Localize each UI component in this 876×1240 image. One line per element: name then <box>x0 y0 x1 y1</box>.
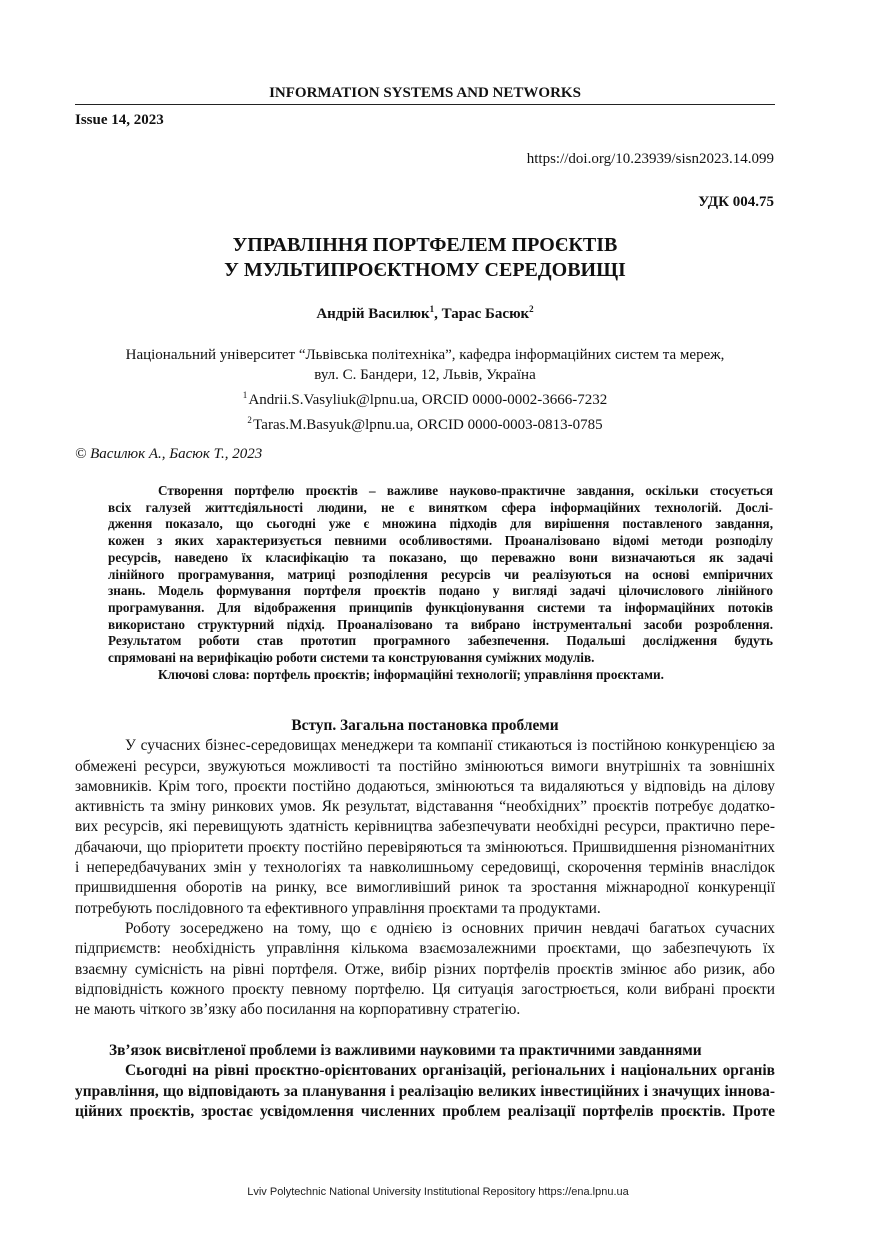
text-line: дбачаючи, що пріоритети проєкту постійно перевіряються та змінюються. Пришвидшення різноманітних <box>75 838 775 856</box>
section-heading: Вступ. Загальна постановка проблеми <box>291 717 559 734</box>
text-line: лінійного програмування, матриці розподілення ресурсів чи реалізуються на основі емпіричних <box>108 566 773 582</box>
text-line: обмежені ресурси, звужуються можливості та постійно змінюються вимоги внутрішніх та зовнішніх <box>75 757 775 775</box>
author-contact <box>75 410 775 435</box>
text-line: знань. Модель формування портфеля проєктів подано у вигляді задачі цілочислового лінійного <box>108 583 773 599</box>
text-line: не мають чіткого зв’язку або посилання на корпоративну стратегію. <box>75 1001 521 1019</box>
author-sup: 1 <box>429 304 435 314</box>
text-line: дження показало, що сьогодні уже є множина підходів для вирішення поставленого завдання, <box>108 516 773 532</box>
text-line: всіх галузей життєдіяльності людини, не є винятком сфера інформаційних технологій. Дослі- <box>108 499 773 515</box>
issue-label: Issue 14, 2023 <box>75 112 164 128</box>
affiliation <box>75 345 775 435</box>
paragraph <box>75 919 775 1020</box>
text-line: і непередбачуваних змін у технологіях та навколишньому середовищі, скорочення термінів внаслідок <box>75 859 775 877</box>
keywords: Ключові слова: портфель проєктів; інформаційні технології; управління проєктами. <box>158 666 664 682</box>
text-line: замовників. Крім того, проєкти постійно додаються, змінюються та видаляються у відповідь на ділову <box>75 777 775 795</box>
contact-sup: 1 <box>242 390 248 400</box>
contact-sup: 2 <box>247 415 252 425</box>
author-contact <box>75 385 775 410</box>
contact-email[interactable]: Andrii.S.Vasyliuk@lpnu.ua, ORCID 0000-0002-3666-7232 <box>248 392 608 408</box>
text-line: відповідність кожного проєкту певному портфелю. Ця ситуація загострюється, коли вибрані проєкти <box>75 980 775 998</box>
authors <box>75 304 775 323</box>
copyright: © Василюк А., Басюк Т., 2023 <box>75 446 263 462</box>
text-line: підприємств: необхідність управління кількома взаємозалежними проєктами, що забезпечують їх <box>75 940 775 958</box>
contact-email[interactable]: Taras.M.Basyuk@lpnu.ua, ORCID 0000-0003-0813-0785 <box>253 417 603 433</box>
paragraph <box>75 1061 775 1122</box>
text-line: спрямовані на верифікацію роботи системи та конструювання суміжних модулів. <box>108 650 595 666</box>
affiliation-line: Національний університет “Львівська політехніка”, кафедра інформаційних систем та мереж, <box>125 347 725 363</box>
title-line: У МУЛЬТИПРОЄКТНОМУ СЕРЕДОВИЩІ <box>224 259 626 281</box>
affiliation-line: вул. С. Бандери, 12, Львів, Україна <box>314 367 536 383</box>
paper-title <box>75 233 775 283</box>
paragraph <box>108 483 773 667</box>
text-line: кожен з яких характеризується певними особливостями. Проаналізовано відомі методи розподілу <box>108 533 773 549</box>
text-line: Результатом роботи став прототип програмного забезпечення. Подальші дослідження будуть <box>108 633 773 649</box>
text-line: Роботу зосереджено на тому, що є однією із основних причин невдачі багатьох сучасних <box>125 919 775 937</box>
udc-code: УДК 004.75 <box>698 194 774 210</box>
text-line: використано структурний підхід. Проаналізовано та вибрано інструментальні засоби розроблення. <box>108 616 773 632</box>
paragraph <box>75 736 775 919</box>
text-line: вих ресурсів, які перевищують здатність керівництва забезпечувати необхідні ресурси, практично пере- <box>75 818 775 836</box>
text-line: активність та зміну ринкових умов. Як результат, відставання “необхідних” проєктів потребує додатко- <box>75 798 775 816</box>
title-line: УПРАВЛІННЯ ПОРТФЕЛЕМ ПРОЄКТІВ <box>232 234 618 256</box>
text-line: ційних проєктів, зростає усвідомлення численних проблем реалізації портфелів проєктів. Проте <box>75 1102 775 1120</box>
author-name: Тарас Басюк <box>441 306 530 322</box>
text-line: Створення портфелю проєктів – важливе науково-практичне завдання, оскільки стосується <box>158 483 773 498</box>
header-rule <box>75 104 775 105</box>
author-sup: 2 <box>529 304 534 314</box>
text-line: управління, що відповідають за планування і реалізацію великих інвестиційних і значущих іннова- <box>75 1082 775 1100</box>
author-name: Андрій Василюк <box>316 306 430 322</box>
doi-link[interactable]: https://doi.org/10.23939/sisn2023.14.099 <box>526 151 774 167</box>
text-line: пришвидшення оборотів на ринку, все вимогливіший ринок та зростання міжнародної конкуренції <box>75 879 775 897</box>
section-introduction <box>75 716 775 1020</box>
text-line: ресурсів, наведено їх класифікацію та показано, що переважно вони визначаються як задачі <box>108 549 773 565</box>
text-line: У сучасних бізнес-середовищах менеджери та компанії стикаються із постійною конкуренцією за <box>125 737 775 755</box>
journal-header: INFORMATION SYSTEMS AND NETWORKS <box>269 85 581 101</box>
section-heading: Зв’язок висвітленої проблеми із важливими науковими та практичними завданнями <box>109 1042 702 1059</box>
author-separator: , <box>434 306 442 322</box>
section-relevance <box>75 1041 775 1122</box>
repository-footer: Lviv Polytechnic National University Institutional Repository https://ena.lpnu.ua <box>247 1186 629 1198</box>
text-line: Сьогодні на рівні проєктно-орієнтованих організацій, регіональних і національних органів <box>125 1062 775 1080</box>
abstract <box>108 483 773 683</box>
text-line: потребують послідовного та ефективного управління проєктами та продуктами. <box>75 899 601 917</box>
text-line: взаємну сумісність на рівні портфеля. Отже, вибір різних портфелів проєктів змінює або ризик, або <box>75 960 775 978</box>
text-line: програмування. Для відображення принципів функціонування системи та інформаційних потоків <box>108 599 773 615</box>
